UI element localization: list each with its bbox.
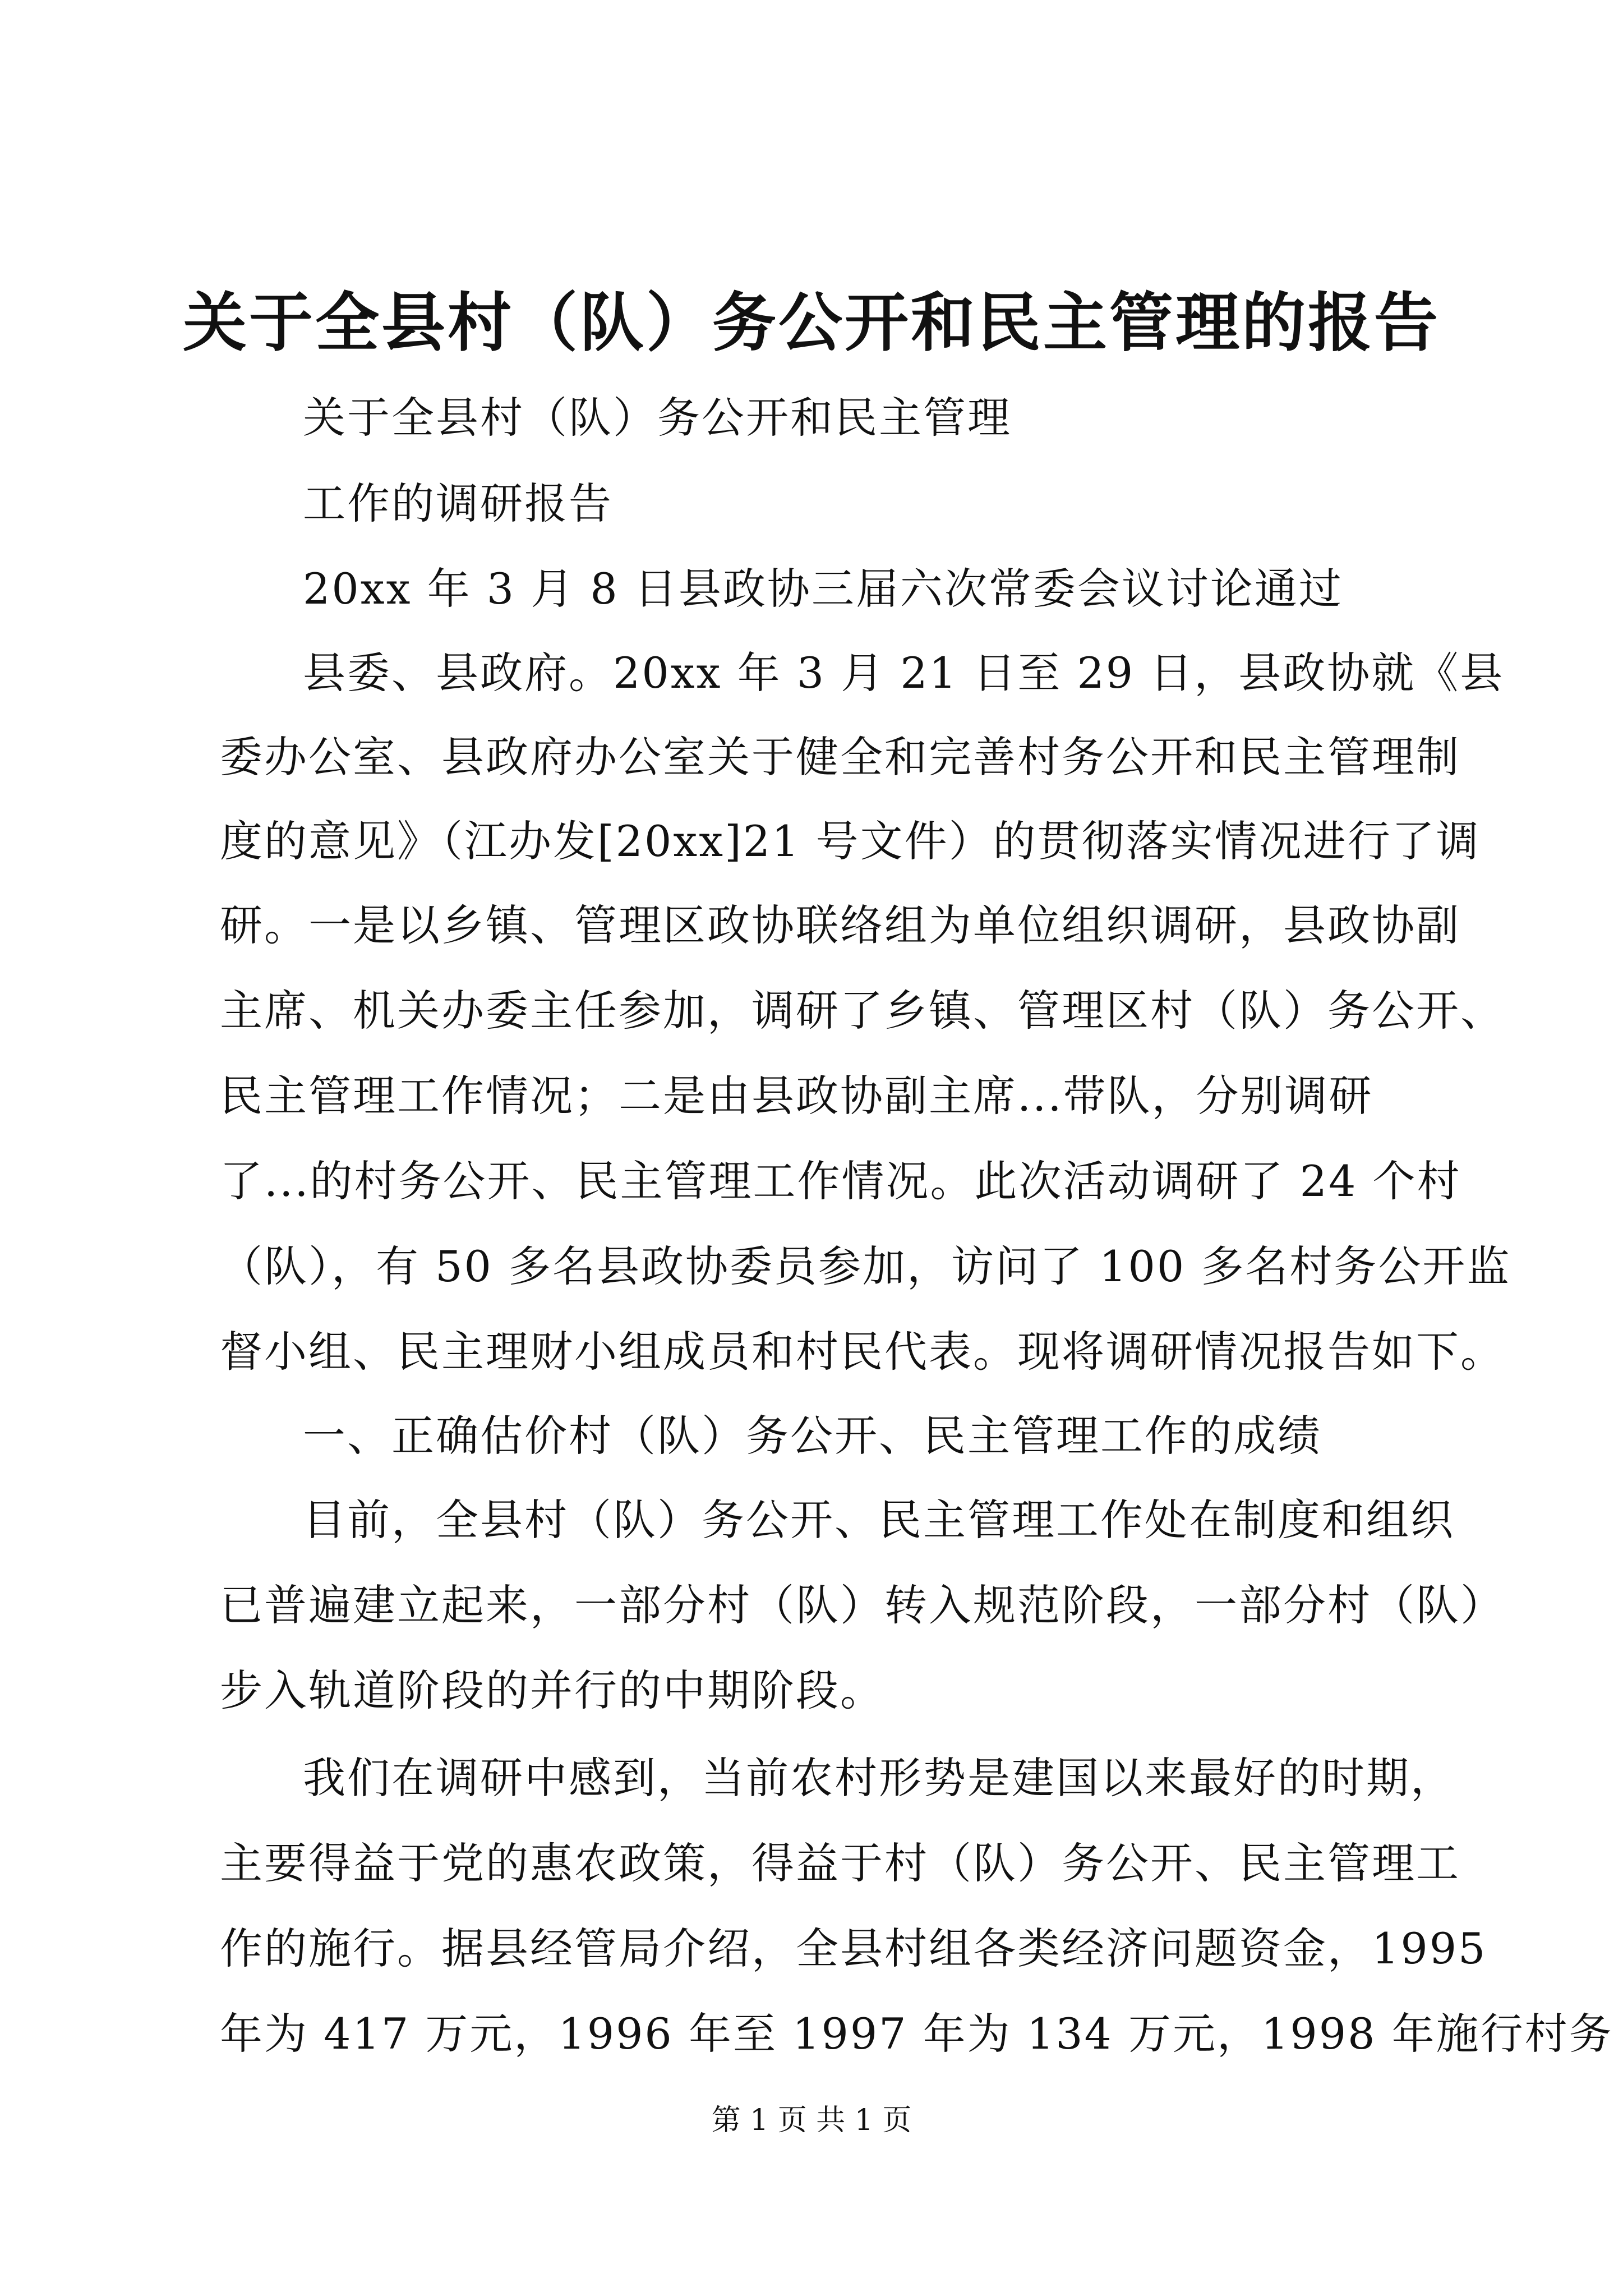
body-line: （队），有 50 多名县政协委员参加，访问了 100 多名村务公开监 — [220, 1241, 1511, 1291]
body-line: 20xx 年 3 月 8 日县政协三届六次常委会议讨论通过 — [303, 564, 1343, 614]
body-line: 委办公室、县政府办公室关于健全和完善村务公开和民主管理制 — [220, 732, 1460, 782]
body-line: 主席、机关办委主任参加，调研了乡镇、管理区村（队）务公开、 — [220, 986, 1505, 1036]
body-line: 县委、县政府。20xx 年 3 月 21 日至 29 日，县政协就《县 — [303, 648, 1505, 698]
body-line: 工作的调研报告 — [303, 478, 613, 528]
body-line: 研。一是以乡镇、管理区政协联络组为单位组织调研，县政协副 — [220, 900, 1460, 950]
body-line: 作的施行。据县经管局介绍，全县村组各类经济问题资金，1995 — [220, 1924, 1487, 1973]
body-line: 一、正确估价村（队）务公开、民主管理工作的成绩 — [303, 1411, 1322, 1461]
page-footer: 第 1 页 共 1 页 — [711, 2104, 912, 2137]
body-line: 民主管理工作情况；二是由县政协副主席...带队，分别调研 — [220, 1071, 1373, 1121]
body-line: 目前，全县村（队）务公开、民主管理工作处在制度和组织 — [303, 1495, 1455, 1545]
body-line: 我们在调研中感到，当前农村形势是建国以来最好的时期， — [303, 1753, 1455, 1803]
body-line: 了...的村务公开、民主管理工作情况。此次活动调研了 24 个村 — [220, 1156, 1461, 1206]
body-line: 关于全县村（队）务公开和民主管理 — [303, 393, 1012, 443]
body-line: 步入轨道阶段的并行的中期阶段。 — [220, 1665, 884, 1715]
document-title: 关于全县村（队）务公开和民主管理的报告 — [182, 285, 1440, 360]
body-line: 督小组、民主理财小组成员和村民代表。现将调研情况报告如下。 — [220, 1327, 1505, 1377]
body-line: 年为 417 万元，1996 年至 1997 年为 134 万元，1998 年施行村务 — [220, 2009, 1613, 2059]
body-line: 已普遍建立起来，一部分村（队）转入规范阶段，一部分村（队） — [220, 1580, 1505, 1630]
body-line: 主要得益于党的惠农政策，得益于村（队）务公开、民主管理工 — [220, 1838, 1460, 1888]
body-line: 度的意见》（江办发[20xx]21 号文件）的贯彻落实情况进行了调 — [220, 816, 1481, 866]
